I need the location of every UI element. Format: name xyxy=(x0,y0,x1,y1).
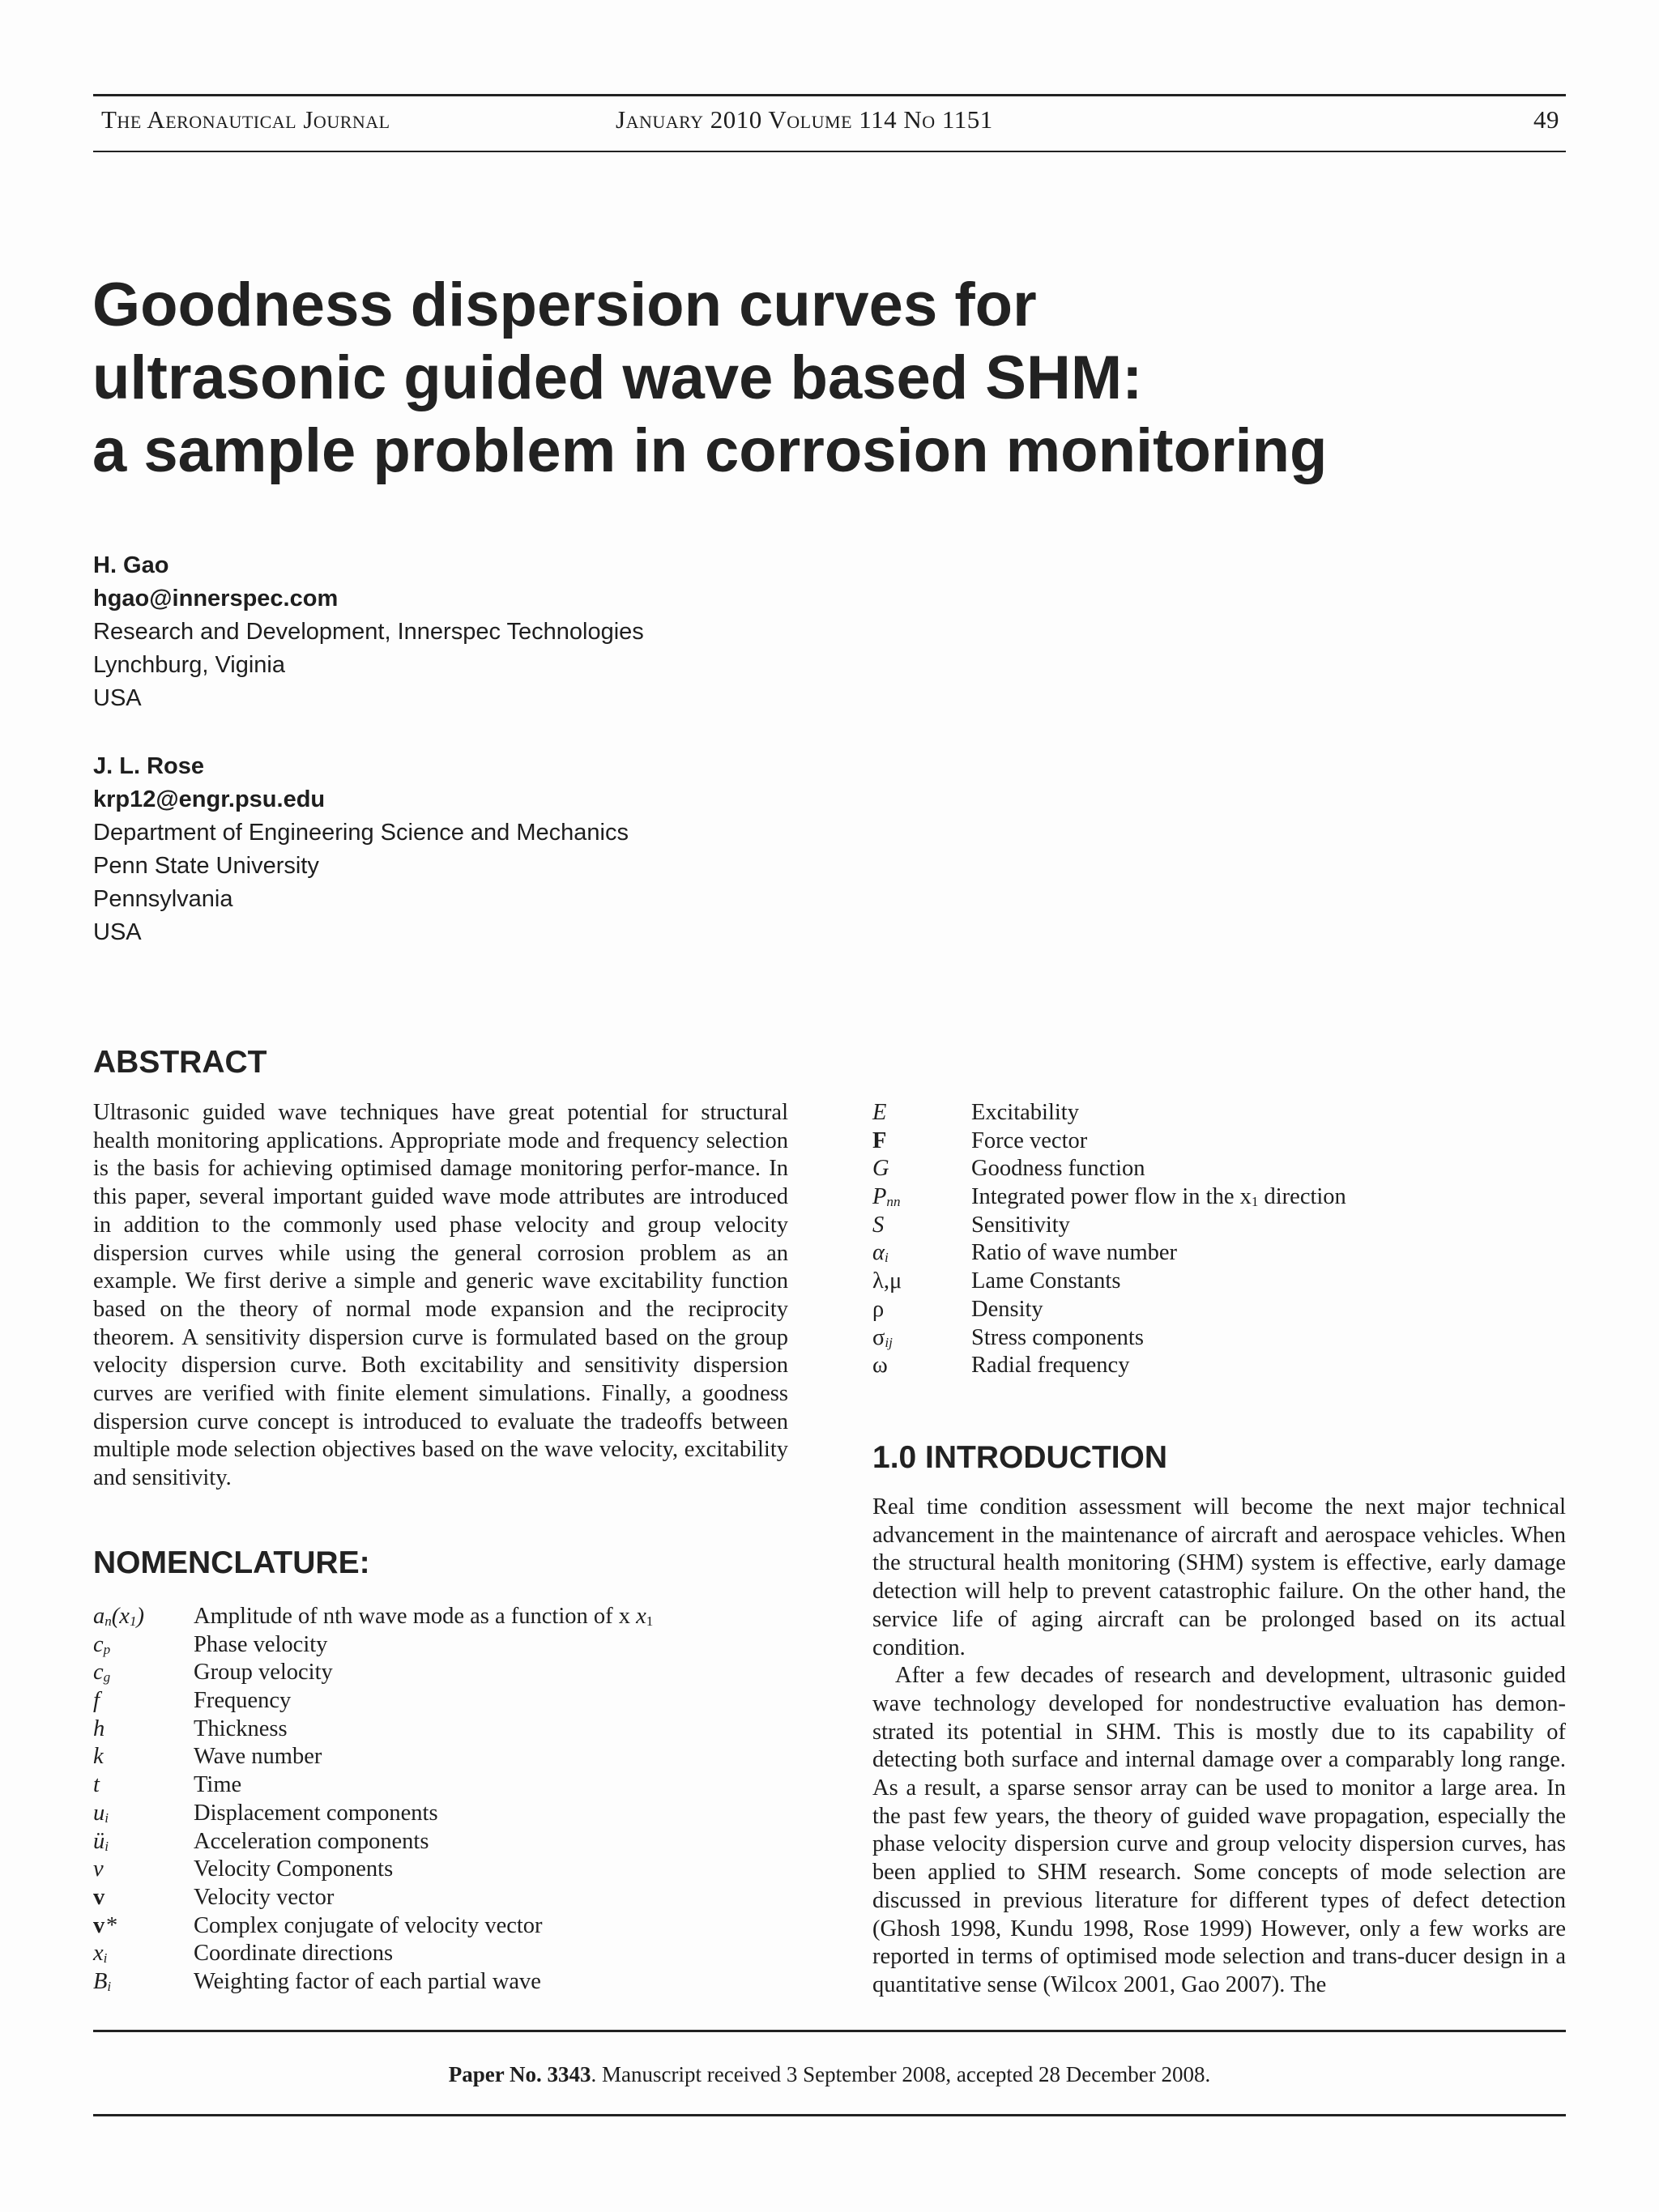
author-name: H. Gao xyxy=(93,552,169,578)
nomenclature-definition: Frequency xyxy=(194,1688,292,1714)
nomenclature-row xyxy=(93,1940,790,1968)
nomenclature-symbol: G xyxy=(872,1156,889,1182)
introduction-body xyxy=(872,1494,1566,2000)
nomenclature-symbol: $u_i$ xyxy=(93,1800,109,1826)
author-affiliation-line: Research and Development, Innerspec Technologies xyxy=(93,619,644,645)
nomenclature-definition: Radial frequency xyxy=(971,1353,1130,1379)
nomenclature-definition: Coordinate directions xyxy=(194,1941,394,1967)
introduction-paragraph: After a few decades of research and development, ultrasonic guided wave technology developed for nondestructive evaluation has demon-strated its potential in SHM. This is mostly due to its capability of detecting both surface and internal damage over a comparably long range. As a result, a sparse sensor array can be used to monitor a large area. In the past few years, the theory of guided wave propagation, especially the phase velocity dispersion curve and group velocity dispersion curves, has been applied to SHM research. Some concepts of mode selection are discussed in previous literature for different types of defect detection (Ghosh 1998, Kundu 1998, Rose 1999) However, only a few works are reported in terms of optimised mode selection and trans-ducer design in a quantitative sense (Wilcox 2001, Gao 2007). The xyxy=(872,1663,1566,1997)
nomenclature-row xyxy=(93,1771,790,1800)
page-number: 49 xyxy=(1533,105,1559,134)
nomenclature-definition: Thickness xyxy=(194,1715,288,1741)
nomenclature-symbol: λ,μ xyxy=(872,1268,902,1294)
nomenclature-symbol: $c_p$ xyxy=(93,1631,111,1657)
nomenclature-definition: Weighting factor of each partial wave xyxy=(194,1968,541,1994)
title-line: ultrasonic guided wave based SHM: xyxy=(92,343,1143,412)
nomenclature-symbol: ρ xyxy=(872,1296,885,1322)
author-affiliation-line: USA xyxy=(93,919,142,945)
nomenclature-symbol: $a_n(x_1)$ xyxy=(93,1604,144,1629)
nomenclature-row xyxy=(93,1856,790,1884)
nomenclature-row xyxy=(93,1603,790,1631)
nomenclature-definition: Force vector xyxy=(971,1127,1088,1153)
nomenclature-symbol: S xyxy=(872,1212,885,1238)
nomenclature-definition: Velocity vector xyxy=(194,1884,335,1910)
header-bottom-rule xyxy=(93,151,1566,152)
nomenclature-definition: Velocity Components xyxy=(194,1856,394,1882)
nomenclature-symbol: $P_{nn}$ xyxy=(872,1184,901,1210)
nomenclature-heading: NOMENCLATURE: xyxy=(93,1545,370,1580)
nomenclature-list-left xyxy=(93,1603,790,1997)
nomenclature-symbol: $c_g$ xyxy=(93,1660,111,1686)
nomenclature-symbol: f xyxy=(93,1688,100,1714)
nomenclature-symbol: $ü_i$ xyxy=(93,1828,109,1854)
nomenclature-definition: Wave number xyxy=(194,1744,322,1770)
nomenclature-symbol: $B_i$ xyxy=(93,1968,112,1994)
nomenclature-definition: Sensitivity xyxy=(971,1212,1070,1238)
nomenclature-definition: Acceleration components xyxy=(194,1828,429,1854)
nomenclature-definition: Amplitude of nth wave mode as a function of x $x_1$ xyxy=(194,1604,654,1629)
nomenclature-row xyxy=(93,1631,790,1660)
author-block-1 xyxy=(93,549,903,715)
manuscript-note xyxy=(0,2062,1659,2087)
author-email[interactable]: krp12@engr.psu.edu xyxy=(93,786,326,812)
nomenclature-definition: Complex conjugate of velocity vector xyxy=(194,1912,543,1938)
footer-top-rule xyxy=(93,2030,1566,2032)
nomenclature-definition: Integrated power flow in the $x_1$ direction xyxy=(971,1184,1346,1210)
nomenclature-definition: Goodness function xyxy=(971,1156,1145,1182)
nomenclature-row xyxy=(872,1099,1569,1127)
nomenclature-list-right xyxy=(872,1099,1569,1380)
nomenclature-row xyxy=(872,1296,1569,1324)
nomenclature-row xyxy=(93,1715,790,1744)
nomenclature-row xyxy=(872,1352,1569,1380)
nomenclature-definition: Time xyxy=(194,1772,242,1798)
nomenclature-symbol: $\sigma_{ij}$ xyxy=(872,1324,893,1350)
nomenclature-row xyxy=(93,1884,790,1912)
nomenclature-symbol: $\alpha_i$ xyxy=(872,1240,889,1266)
nomenclature-definition: Displacement components xyxy=(194,1800,438,1826)
abstract-text: Ultrasonic guided wave techniques have great potential for structural health monitoring applications. Appropriate mode and frequency selection is the basis for achieving optimised damage monitoring perfor-mance. In this paper, several important guided wave mode attributes are introduced in addition to the commonly used phase velocity and group velocity dispersion curves while using the general corrosion problem as an example. We first derive a simple and generic wave excitability function based on the theory of normal mode expansion and the reciprocity theorem. A sensitivity dispersion curve is formulated based on the group velocity dispersion curve. Both excitability and sensitivity dispersion curves are verified with finite element simulations. Finally, a goodness dispersion curve concept is introduced to evaluate the tradeoffs between multiple mode selection objectives based on the wave velocity, excitability and sensitivity. xyxy=(93,1100,788,1491)
nomenclature-row xyxy=(93,1687,790,1715)
author-affiliation-line: Pennsylvania xyxy=(93,886,233,912)
paper-title xyxy=(92,269,1534,488)
nomenclature-definition: Lame Constants xyxy=(971,1268,1121,1294)
author-affiliation-line: Department of Engineering Science and Mechanics xyxy=(93,820,629,846)
nomenclature-symbol: v xyxy=(93,1884,105,1910)
nomenclature-symbol: $x_i$ xyxy=(93,1941,108,1967)
nomenclature-definition: Group velocity xyxy=(194,1660,333,1686)
nomenclature-row xyxy=(93,1828,790,1856)
author-email[interactable]: hgao@innerspec.com xyxy=(93,586,339,612)
nomenclature-definition: Ratio of wave number xyxy=(971,1240,1178,1266)
nomenclature-row xyxy=(872,1155,1569,1183)
nomenclature-symbol: t xyxy=(93,1772,100,1798)
author-block-2 xyxy=(93,750,903,949)
abstract-heading: ABSTRACT xyxy=(93,1045,267,1080)
nomenclature-row xyxy=(872,1212,1569,1240)
nomenclature-row xyxy=(93,1659,790,1687)
author-affiliation-line: USA xyxy=(93,685,142,711)
nomenclature-symbol: k xyxy=(93,1744,104,1770)
nomenclature-symbol: v xyxy=(93,1912,105,1938)
nomenclature-definition: Stress components xyxy=(971,1324,1144,1350)
footer-bottom-rule xyxy=(93,2114,1566,2116)
introduction-heading: 1.0 INTRODUCTION xyxy=(872,1440,1168,1475)
nomenclature-row xyxy=(93,1743,790,1771)
nomenclature-row: v * Complex conjugate of velocity vector xyxy=(93,1912,790,1941)
author-name: J. L. Rose xyxy=(93,753,204,779)
nomenclature-definition: Excitability xyxy=(971,1100,1079,1125)
nomenclature-definition: Density xyxy=(971,1296,1043,1322)
nomenclature-row xyxy=(872,1127,1569,1156)
nomenclature-row xyxy=(93,1800,790,1828)
introduction-paragraph: Real time condition assessment will become the next major technical advancement in the maintenance of aircraft and aerospace vehicles. When the structural health monitoring (SHM) system is effective, early damage detection will help to prevent catastrophic failure. On the other hand, the service life of aging aircraft can be prolonged based on its actual condition. xyxy=(872,1494,1566,1660)
nomenclature-row xyxy=(93,1968,790,1997)
nomenclature-row xyxy=(872,1183,1569,1212)
journal-name: The Aeronautical Journal xyxy=(101,105,390,134)
nomenclature-symbol: F xyxy=(872,1127,887,1153)
author-affiliation-line: Lynchburg, Viginia xyxy=(93,652,285,678)
author-affiliation-line: Penn State University xyxy=(93,853,319,879)
issue-info: January 2010 Volume 114 No 1151 xyxy=(616,105,993,134)
nomenclature-row xyxy=(872,1239,1569,1268)
paper-number: Paper No. 3343 xyxy=(448,2062,591,2086)
nomenclature-symbol: v xyxy=(93,1856,104,1882)
title-line: Goodness dispersion curves for xyxy=(92,271,1037,339)
nomenclature-definition: Phase velocity xyxy=(194,1631,328,1657)
nomenclature-symbol: E xyxy=(872,1100,887,1125)
header-top-rule xyxy=(93,94,1566,96)
manuscript-dates: . Manuscript received 3 September 2008, accepted 28 December 2008. xyxy=(591,2062,1211,2086)
nomenclature-row xyxy=(872,1324,1569,1353)
title-line: a sample problem in corrosion monitoring xyxy=(92,416,1328,485)
nomenclature-row xyxy=(872,1268,1569,1296)
nomenclature-symbol: h xyxy=(93,1715,105,1741)
nomenclature-symbol: ω xyxy=(872,1353,888,1379)
